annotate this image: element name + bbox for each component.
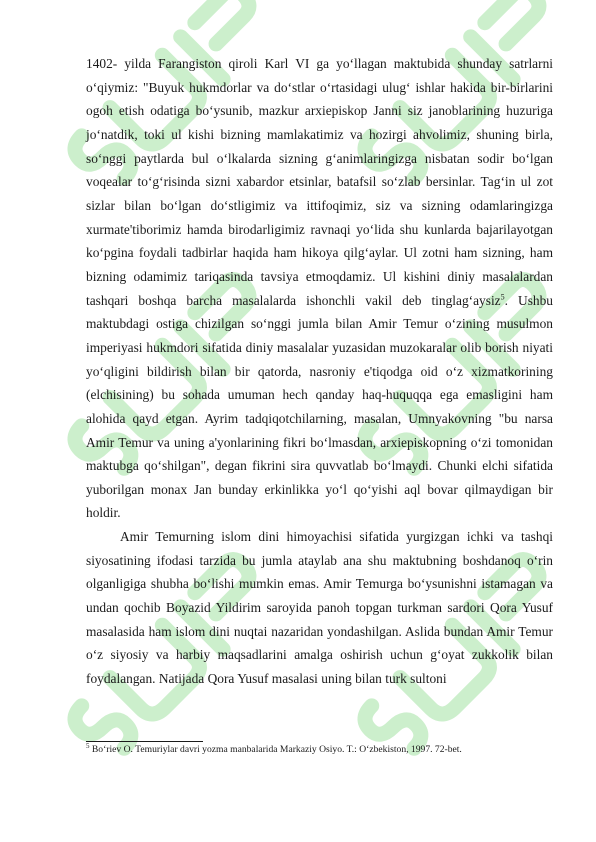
footnote-number: 5 bbox=[86, 741, 90, 750]
footnote bbox=[86, 741, 553, 756]
paragraph-1-continuation: . Ushbu maktubdagi ostiga chizilgan so‘nggi jumla bilan Amir Temur o‘zining musulmon imperiyasi hukmdori sifatida diniy masalalar yuzasidan muzokaralar olib borish niyati yo‘qligini bildirish bilan bir qatorda, nasroniy e'tiqodga oid o‘z xizmatkorining (elchisining) bu sohada umuman hech qanday haq-huquqqa ega emasligini ham alohida qayd etgan. Ayrim tadqiqotchilarning, masalan, Umnyakovning "bu narsa Amir Temur va uning a'yonlarining fikri bo‘lmasdan, arxiepiskopning o‘zi tomonidan maktubga qo‘shilgan", degan fikrini sira quvvatlab bo‘lmaydi. Chunki elchi sifatida yuborilgan monax Jan bunday erkinlikka yo‘l qo‘yishi aql bovar qilmaydigan bir holdir. bbox=[86, 292, 554, 521]
footnote-text: Bo‘riev O. Temuriylar davri yozma manbalarida Markaziy Osiyo. T.: O‘zbekiston, 1997. 72-bet. bbox=[89, 744, 462, 755]
paragraph-1 bbox=[86, 52, 553, 525]
footnote-divider bbox=[86, 741, 203, 742]
document-body bbox=[86, 52, 553, 691]
paragraph-1-text: 1402- yilda Farangiston qiroli Karl VI ga yo‘llagan maktubida shunday satrlarni o‘qiymiz: "Buyuk hukmdorlar va do‘stlar o‘rtasidagi ulug‘ ishlar hakida bir-birlarini ogoh etish odatiga bo‘ysunib, mazkur arxiepiskop Janni siz janoblarining huzuriga jo‘natdik, toki ul kishi bizning mamlakatimiz va hozirgi ahvolimiz, shuning birla, so‘nggi paytlarda bul o‘lkalarda sizning g‘animlaringizga nisbatan sodir bo‘lgan voqealar to‘g‘risinda sizni xabardor etsinlar, batafsil so‘zlab bersinlar. Tag‘in ul zot sizlar bilan bo‘lgan do‘stligimiz va ittifoqimiz, siz va sizning odamlaringizga xurmate'tiborimiz hamda birodarligimiz ravnaqi yo‘lida shu kunlarda bajarilayotgan ko‘pgina foydali tadbirlar haqida ham hikoya qilg‘aylar. Ul zotni ham sizning, ham bizning odamimiz tariqasinda tavsiya etmoqdamiz. Ul kishini diniy masalalardan tashqari boshqa barcha masalalarda ishonchli vakil deb tinglag‘aysiz bbox=[86, 56, 553, 308]
footnote-ref[interactable]: 5 bbox=[500, 292, 505, 302]
paragraph-2: Amir Temurning islom dini himoyachisi sifatida yurgizgan ichki va tashqi siyosatining ifodasi tarzida bu jumla ataylab ana shu maktubning boshdanoq o‘rin olganligiga shubha bo‘lishi mumkin emas. Amir Temurga bo‘ysunishni istamagan va undan qochib Boyazid Yildirim saroyida panoh topgan turkman sardori Qora Yusuf masalasida ham islom dini nuqtai nazaridan yondashilgan. Aslida bundan Amir Temur o‘z siyosiy va harbiy maqsadlarini amalga oshirish uchun g‘oyat zukkolik bilan foydalangan. Natijada Qora Yusuf masalasi uning bilan turk sultoni bbox=[86, 529, 553, 687]
